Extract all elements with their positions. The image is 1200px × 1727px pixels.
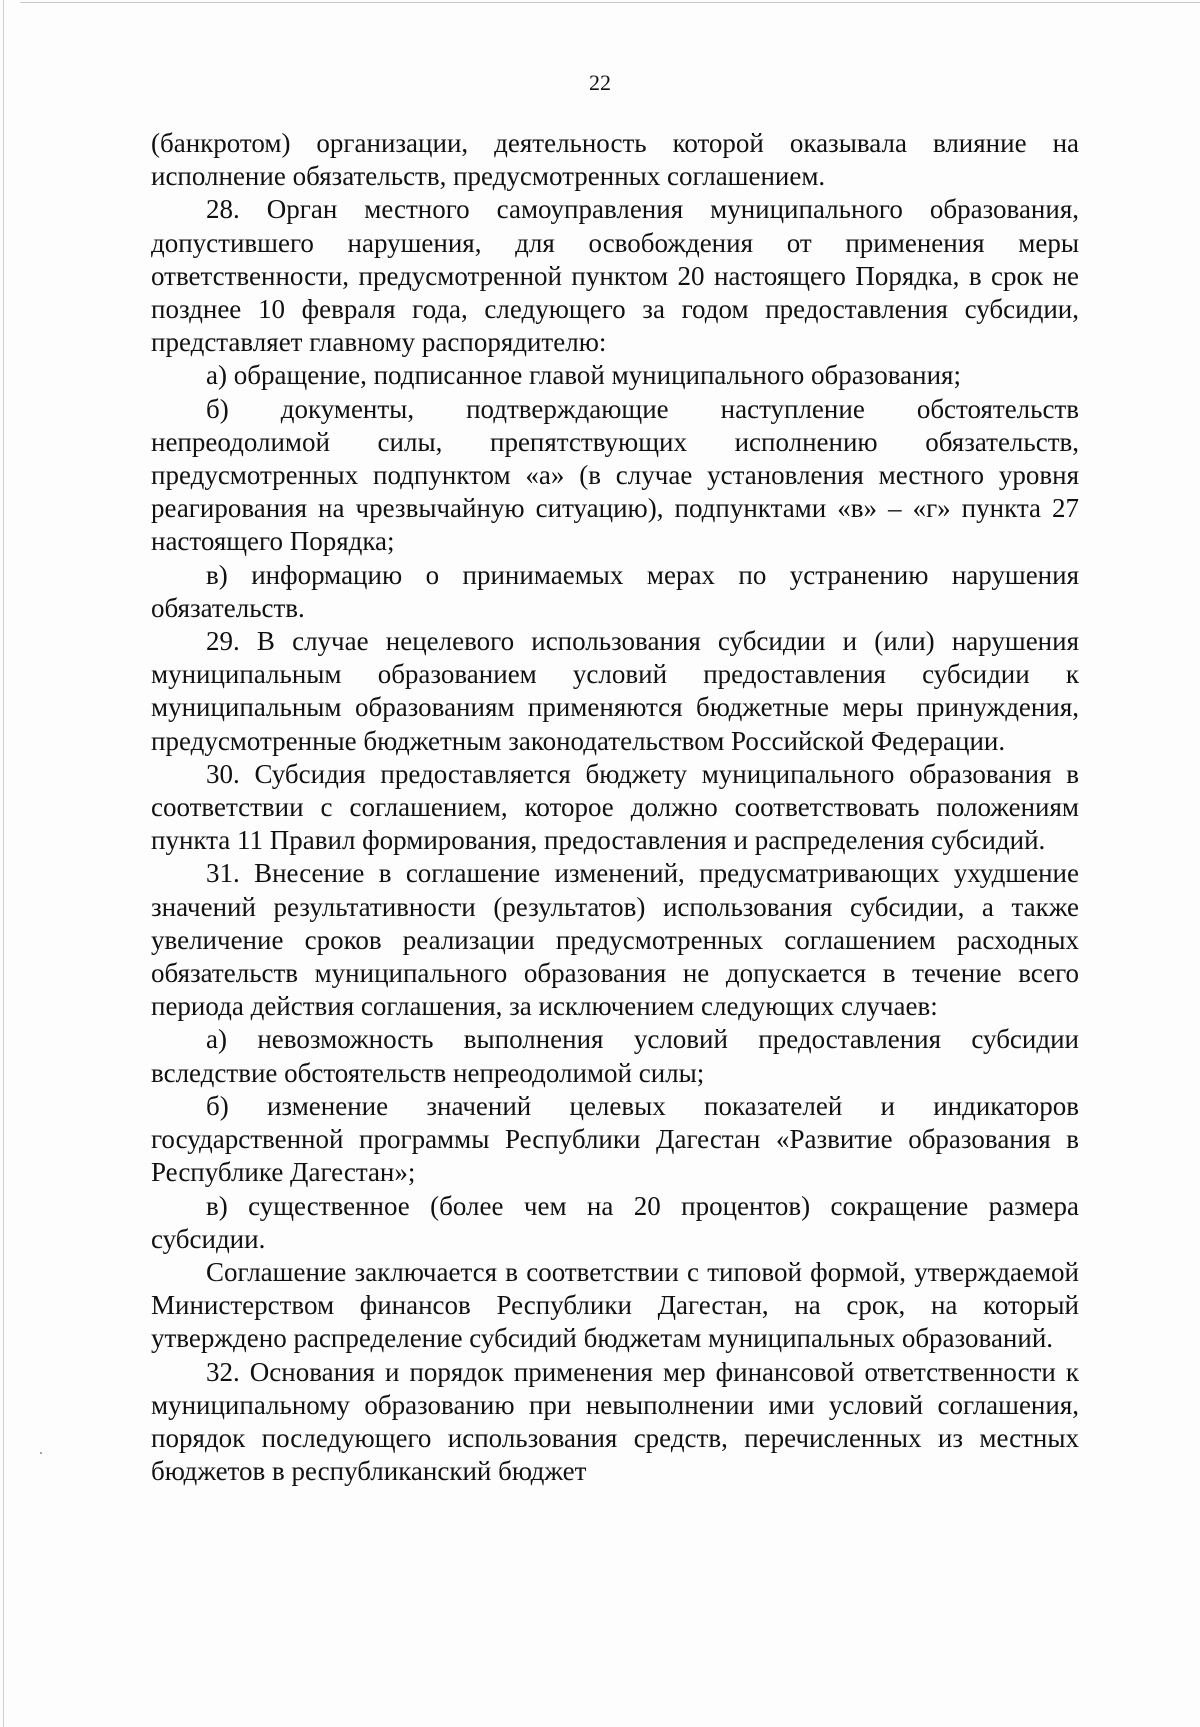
page-number: 22 bbox=[589, 70, 611, 95]
paragraph-item-31: 31. Внесение в соглашение изменений, предусматривающих ухудшение значений результативности (результатов) использования субсидии, а также увеличение сроков реализации предусмотренных соглашением расходных обязательств муниципального образования не допускается в течение всего периода действия соглашения, за исключением следующих случаев: bbox=[151, 858, 1079, 1022]
paragraph-item-28: 28. Орган местного самоуправления муниципального образования, допустившего нарушения, для освобождения от применения меры ответственности, предусмотренной пунктом 20 настоящего Порядка, в срок не позднее 10 февраля года, следующего за годом предоставления субсидии, представляет главному распорядителю: bbox=[151, 194, 1079, 358]
scan-speck bbox=[40, 1452, 42, 1454]
subparagraph-28-v: в) информацию о принимаемых мерах по устранению нарушения обязательств. bbox=[151, 559, 1079, 623]
subparagraph-31-b: б) изменение значений целевых показателей и индикаторов государственной программы Республики Дагестан «Развитие образования в Республике Дагестан»; bbox=[151, 1090, 1079, 1188]
subparagraph-28-a: а) обращение, подписанное главой муниципального образования; bbox=[206, 360, 961, 391]
subparagraph-28-b: б) документы, подтверждающие наступление обстоятельств непреодолимой силы, препятствующих исполнению обязательств, предусмотренных подпунктом «а» (в случае установления местного уровня реагирования на чрезвычайную ситуацию), подпунктами «в» – «г» пункта 27 настоящего Порядка; bbox=[151, 393, 1079, 557]
subparagraph-31-a: а) невозможность выполнения условий предоставления субсидии вследствие обстоятельств непреодолимой силы; bbox=[151, 1024, 1079, 1088]
subparagraph-31-v: в) существенное (более чем на 20 процентов) сокращение размера субсидии. bbox=[151, 1190, 1079, 1254]
scan-edge-line bbox=[20, 2, 1200, 3]
scan-edge-line bbox=[3, 0, 4, 1727]
paragraph-agreement: Соглашение заключается в соответствии с типовой формой, утверждаемой Министерством финансов Республики Дагестан, на срок, на который утверждено распределение субсидий бюджетам муниципальных образований. bbox=[151, 1256, 1079, 1354]
paragraph-continuation: (банкротом) организации, деятельность которой оказывала влияние на исполнение обязательств, предусмотренных соглашением. bbox=[151, 128, 1079, 192]
document-body bbox=[151, 127, 1079, 1488]
paragraph-item-32: 32. Основания и порядок применения мер финансовой ответственности к муниципальному образованию при невыполнении ими условий соглашения, порядок последующего использования средств, перечисленных из местных бюджетов в республиканский бюджет bbox=[151, 1356, 1079, 1487]
paragraph-item-29: 29. В случае нецелевого использования субсидии и (или) нарушения муниципальным образованием условий предоставления субсидии к муниципальным образованиям применяются бюджетные меры принуждения, предусмотренные бюджетным законодательством Российской Федерации. bbox=[151, 626, 1079, 756]
paragraph-item-30: 30. Субсидия предоставляется бюджету муниципального образования в соответствии с соглашением, которое должно соответствовать положениям пункта 11 Правил формирования, предоставления и распределения субсидий. bbox=[151, 758, 1079, 856]
